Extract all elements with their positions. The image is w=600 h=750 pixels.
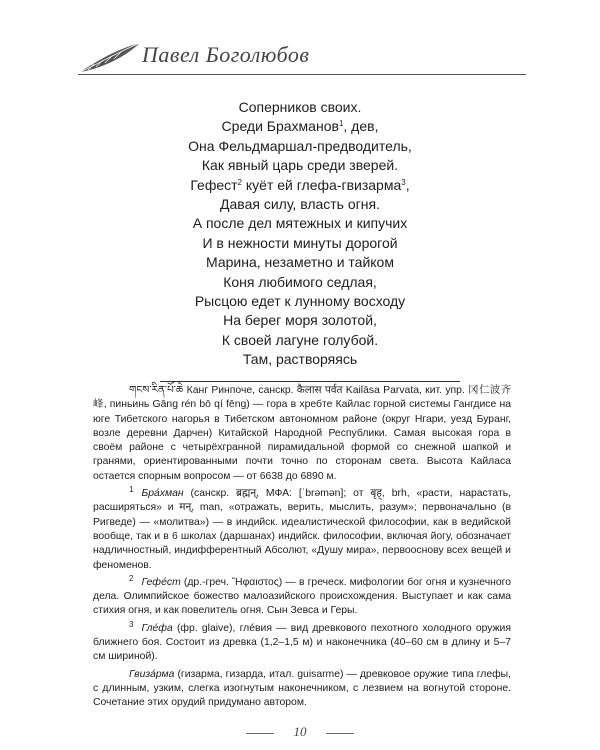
author-name: Павел Боголюбов: [142, 42, 310, 67]
footnote-text: གངས་རིན་པོ་ཆེ Канг Ринпоче, санскр. कैलास पर्वत Kailāsa Parvata, кит. упр. 冈仁波齐峰, пиньинь Gāng rén bō qí fēng) — гора в хребте Кайлас горной системы Гангдисе на юге Тибетского нагорья в Тибетском автономном районе (округ Нгари, уезд Буранг, возле деревни Дарчен) Китайской Народной Республики. Самая высокая гора в своём районе с четырёхгранной пирамидальной формой со снежной шапкой и гранями, ориентированными почти точно по сторонам света. Высота Кайласа остается спорным вопросом — от 6638 до 6890 м.: [93, 385, 511, 482]
poem-line: Коня любимого седлая,: [223, 273, 377, 290]
page-footer: [0, 724, 600, 744]
footnote-ref: 1: [338, 119, 344, 129]
footnote-text: (др.-греч. Ἥφαιστος) — в греческ. мифологии бог огня и кузнечного дела. Олимпийское божество малоазийского происхождения. Выступает и как сама стихия огня, и как повелитель огня. Сын Зевса и Геры.: [93, 576, 511, 617]
footnote: [93, 668, 511, 711]
poem-line-text: Гефест: [190, 176, 238, 193]
footnote-text: (гизарма, гизарда, итал. guisarme) — древковое оружие типа глефы, с длинным, узким, слегка изогнутым наконечником, с лезвием на вогнутой стороне. Сочетание этих орудий придумано автором.: [93, 668, 511, 709]
footnote-ref: 3: [401, 177, 406, 187]
footnotes: [93, 384, 511, 714]
poem-line: Она Фельдмаршал-предводитель,: [188, 137, 412, 154]
quill-feather-icon: [78, 40, 148, 74]
footnote-number: 1: [129, 485, 134, 495]
poem-line: Давая силу, власть огня.: [220, 196, 380, 213]
footnote: [93, 619, 511, 665]
footer-rule-left: [246, 733, 274, 734]
footnote-term: Гле́фа: [141, 622, 173, 634]
poem-line: К своей лагуне голубой.: [221, 331, 379, 348]
footnote-number: 2: [129, 573, 134, 583]
footnote-term: Гвиза́рма: [129, 668, 175, 680]
footnote-text: (фр. glaive), глéвия — вид древкового пехотного холодного оружия ближнего боя. Состоит из древка (1,2–1,5 м) и наконечника (40–60 см в длину и 5–7 см шириной).: [93, 622, 511, 663]
poem-line: И в нежности минуты дорогой: [202, 234, 398, 251]
footnote: [93, 384, 511, 484]
poem-line: Марина, незаметно и тайком: [206, 254, 394, 271]
poem-line-text: куёт ей глефа-гвизарма: [242, 176, 402, 193]
footnote: [93, 573, 511, 619]
poem-line-text: ,: [405, 176, 410, 193]
poem-line: [100, 176, 500, 195]
poem-stanza: [100, 98, 500, 370]
poem-line: Соперников своих.: [238, 99, 362, 115]
footnote-term: Бра́хман: [141, 488, 184, 500]
footnote-text: (санскр. ब्रह्मन्, МФА: [ˈbrəmən]; от बृह्, brh, «расти, нарастать, расширяться» и मन्, man, «отражать, верить, мыслить, разум»; первоначально (в Ригведе) — «молитва») — в индийск. идеалистической философии, как в ведийской вообще, так и в 6 школах (даршанах) индийск. философии, включая йогу, обозначает надличностный, индифферентный Абсолют, «Душу мира», первооснову всех вещей и феноменов.: [93, 488, 511, 571]
poem-line-text: Среди Брахманов: [221, 118, 339, 135]
footnote-term: Гефе́ст: [141, 576, 181, 588]
poem-line-text: , дев,: [343, 118, 379, 135]
page-number: 10: [293, 724, 307, 739]
header-rule: [78, 74, 526, 75]
footnote-ref: 2: [237, 177, 242, 187]
page-header: [78, 38, 526, 78]
footnote-number: 3: [129, 619, 134, 629]
poem-line: Как явный царь среди зверей.: [201, 157, 399, 174]
poem-line: [100, 117, 500, 136]
footer-rule-right: [326, 733, 354, 734]
poem-line: А после дел мятежных и кипучих: [192, 215, 408, 232]
footnote-separator: [160, 381, 460, 382]
footnote: [93, 487, 511, 573]
poem-line: Рысцою едет к лунному восходу: [194, 293, 406, 310]
poem-line: На берег моря золотой,: [223, 312, 377, 329]
poem-line: Там, растворяясь: [242, 351, 358, 368]
